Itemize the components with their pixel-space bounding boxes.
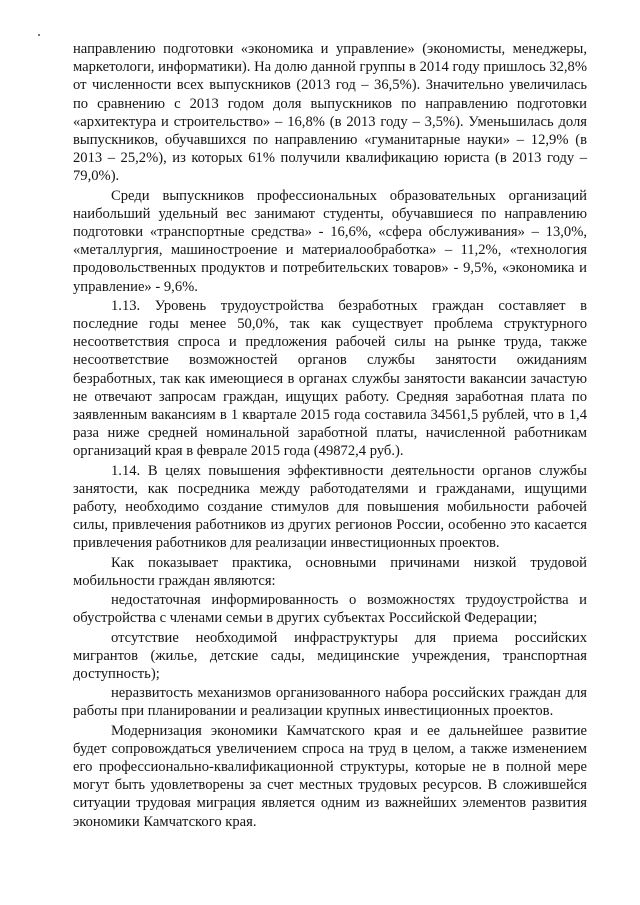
paragraph-section-1-14: 1.14. В целях повышения эффективности деятельности органов службы занятости, как посредника между работодателями и гражданами, ищущими работу, необходимо создание стимулов для повышения мобильности рабочей силы, привлечения работников из других регионов России, особенно это касается привлечения работников для реализации инвестиционных проектов. xyxy=(73,462,587,552)
paragraph-section-1-13: 1.13. Уровень трудоустройства безработных граждан составляет в последние годы менее 50,0%, так как существует проблема структурного несоответствия спроса и предложения рабочей силы на рынке труда, также несоответствие возможностей органов службы занятости ожиданиям безработных, так как имеющиеся в органах службы занятости вакансии зачастую не отвечают запросам граждан, ищущих работу. Средняя заработная плата по заявленным вакансиям в 1 квартале 2015 года составила 34561,5 рублей, что в 1,4 раза ниже средней номинальной заработной платы, начисленной работникам организаций края в феврале 2015 года (49872,4 руб.). xyxy=(73,297,587,460)
paragraph-graduates-economics: направлению подготовки «экономика и управление» (экономисты, менеджеры, маркетологи, информатики). На долю данной группы в 2014 году пришлось 32,8% от численности всех выпускников (2013 год – 36,5%). Значительно увеличилась по сравнению с 2013 годом доля выпускников по направлению подготовки «архитектура и строительство» – 16,8% (в 2013 году – 3,5%). Уменьшилась доля выпускников, обучавшихся по направлению «гуманитарные науки» – 12,9% (в 2013 – 25,2%), из которых 61% получили квалификацию юриста (в 2013 году – 79,0%). xyxy=(73,41,587,185)
list-item-recruitment: неразвитость механизмов организованного набора российских граждан для работы при планировании и реализации крупных инвестиционных проектов. xyxy=(73,685,587,720)
list-item-information: недостаточная информированность о возможностях трудоустройства и обустройства с членами семьи в других субъектах Российской Федерации; xyxy=(73,592,587,627)
scan-speck xyxy=(38,34,40,36)
paragraph-modernization: Модернизация экономики Камчатского края и ее дальнейшее развитие будет сопровождаться увеличением спроса на труд в целом, а также изменением его профессионально-квалификационной структуры, которые не в полной мере могут быть удовлетворены за счет местных трудовых ресурсов. В сложившейся ситуации трудовая миграция является одним из важнейших элементов развития экономики Камчатского края. xyxy=(73,722,587,830)
paragraph-mobility-reasons-intro: Как показывает практика, основными причинами низкой трудовой мобильности граждан являются: xyxy=(73,554,587,589)
document-body xyxy=(73,40,587,831)
paragraph-vocational-graduates: Среди выпускников профессиональных образовательных организаций наибольший удельный вес занимают студенты, обучавшиеся по направлению подготовки «транспортные средства» - 16,6%, «сфера обслуживания» – 13,0%, «металлургия, машиностроение и материалообработка» – 11,2%, «технология продовольственных продуктов и потребительских товаров» - 9,5%, «экономика и управление» - 9,6%. xyxy=(73,187,587,295)
list-item-infrastructure: отсутствие необходимой инфраструктуры для приема российских мигрантов (жилье, детские сады, медицинские учреждения, транспортная доступность); xyxy=(73,629,587,682)
